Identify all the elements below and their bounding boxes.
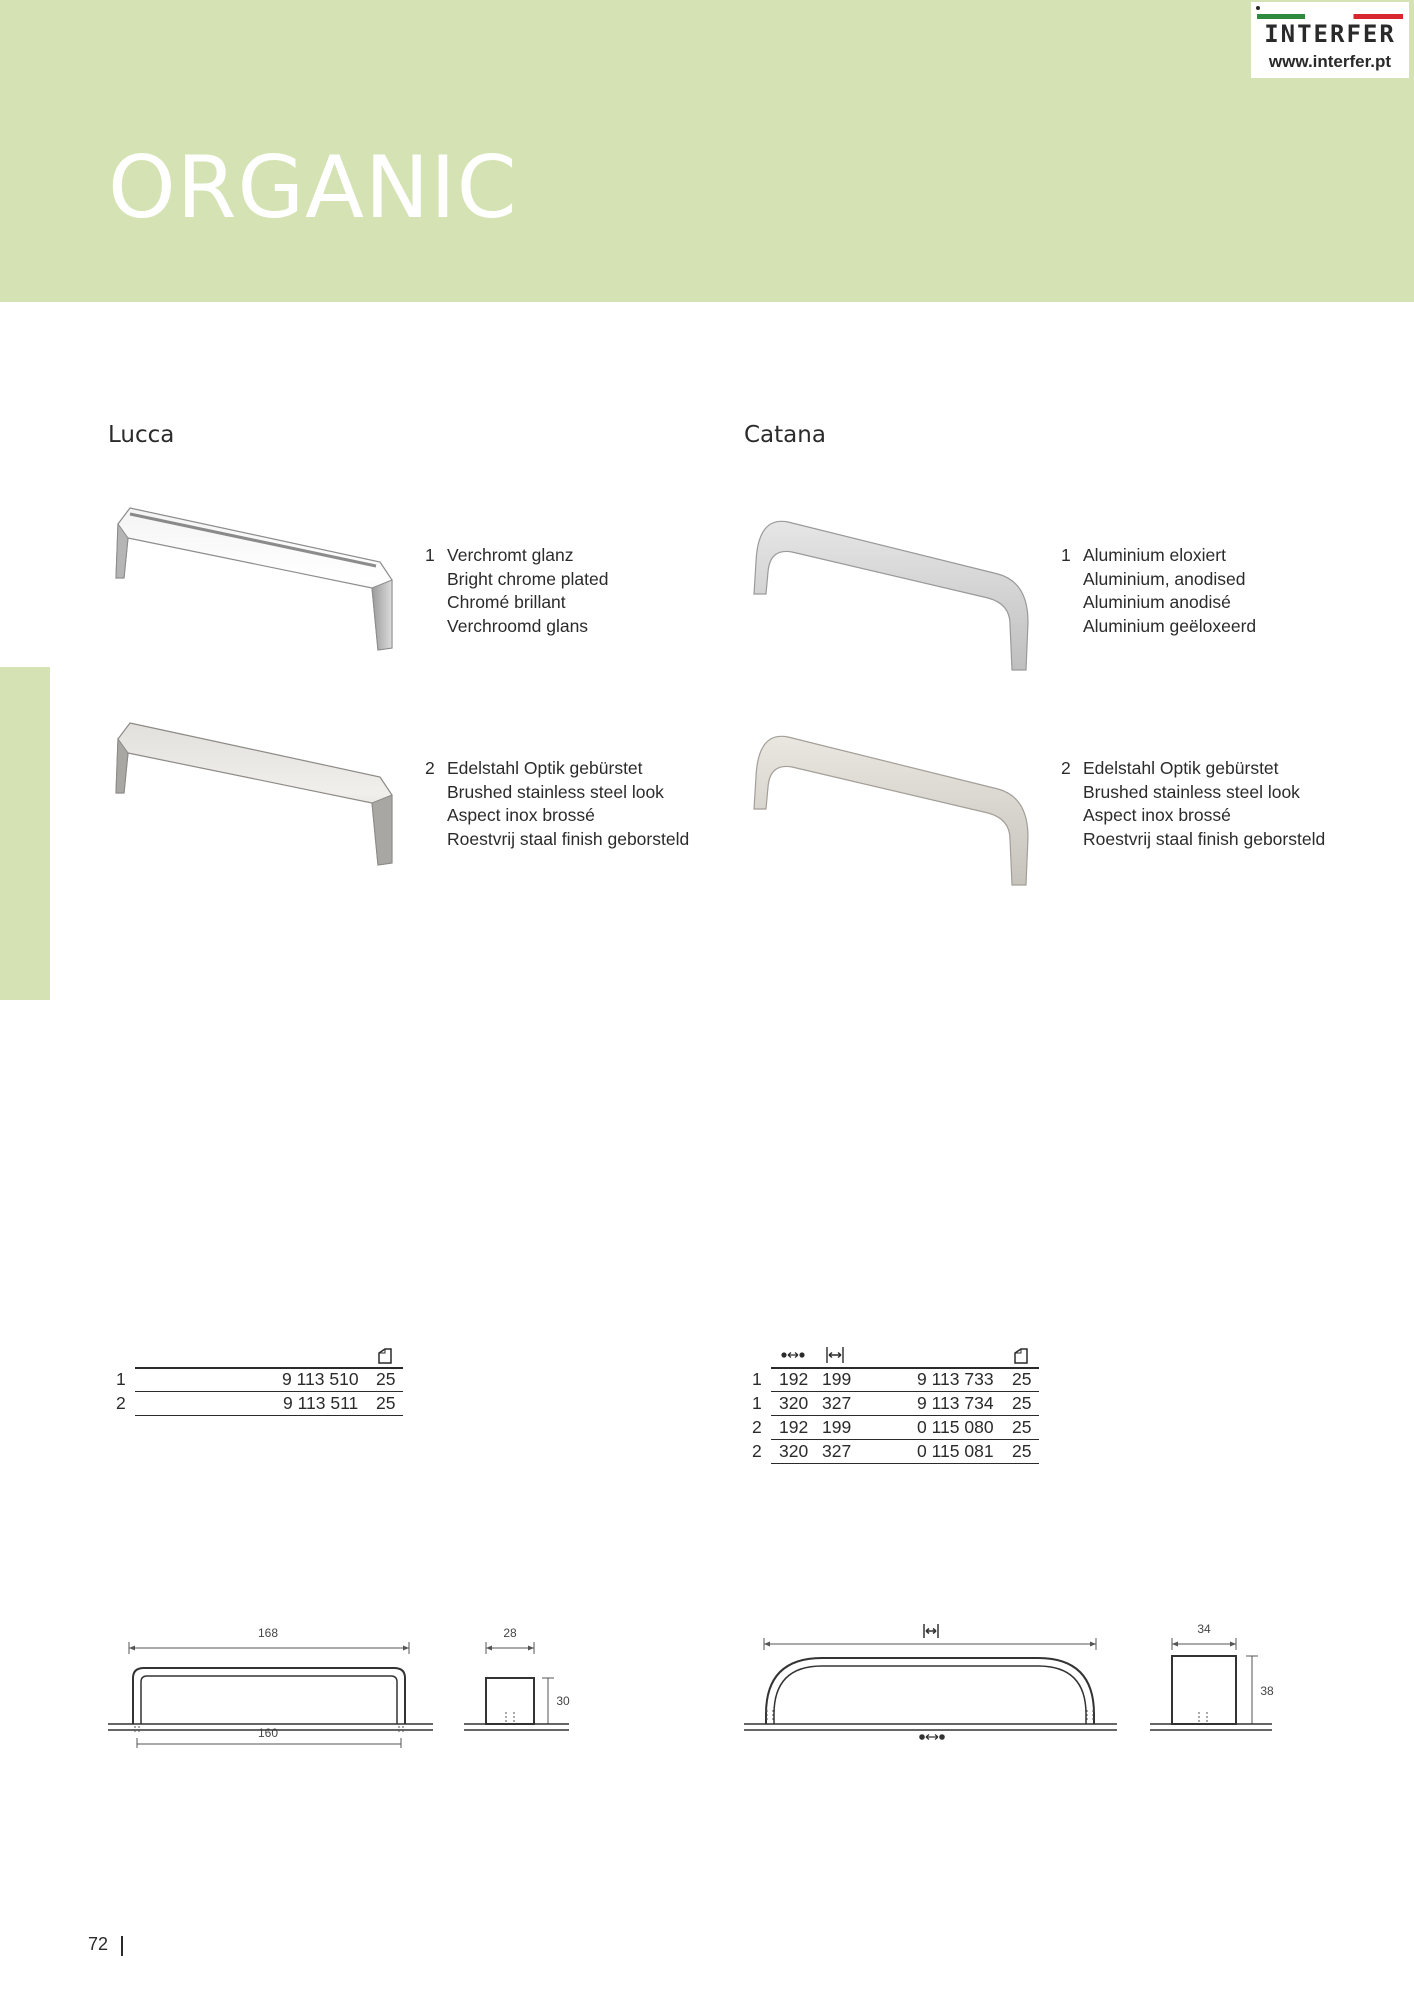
cell-finish: 2 [752,1417,762,1437]
finish-line: Verchromt glanz [447,545,574,565]
cell-spacing: 192 [779,1369,809,1389]
lucca-order-table [110,1343,410,1423]
logo-dot [1256,6,1260,10]
finish-line: Edelstahl Optik gebürstet [447,758,643,778]
table-row [746,1440,1046,1464]
product-name-lucca: Lucca [108,422,175,448]
dim-width: 28 [503,1626,517,1640]
lucca-chrome-handle-image [110,500,400,660]
catana-side-drawing [1150,1618,1280,1750]
cell-qty: 25 [1012,1417,1032,1437]
cell-length: 199 [822,1417,852,1437]
page-title: ORGANIC [108,138,518,238]
table-row [746,1392,1046,1416]
finish-line: Aluminium eloxiert [1083,545,1226,565]
cell-code: 0 115 081 [917,1441,994,1461]
finish-line: Aluminium geëloxeerd [1083,615,1257,636]
cell-finish: 2 [752,1441,762,1461]
catana-front-outline [744,1618,1119,1750]
lucca-front-drawing [108,1620,433,1750]
hole-spacing-icon [919,1734,945,1740]
cell-spacing: 320 [779,1393,809,1413]
page-number-divider [121,1936,123,1956]
table-row [746,1368,1046,1392]
lucca-finish-2 [425,757,725,857]
finish-number: 2 [425,758,435,778]
section-side-tab [0,667,50,1000]
package-icon [377,1347,393,1364]
table-bottom-rule [771,1463,1039,1464]
cell-finish: 2 [116,1393,126,1413]
dim-hole-spacing: 160 [257,1726,279,1740]
overall-length-icon [825,1346,845,1364]
finish-line: Brushed stainless steel look [447,781,664,802]
cell-qty: 25 [376,1369,396,1389]
lucca-brushed-handle-image [110,715,400,875]
catana-finish-1 [1061,544,1361,644]
cell-finish: 1 [116,1369,126,1389]
cell-length: 327 [822,1441,852,1461]
page-number: 72 [88,1934,109,1954]
finish-line: Aspect inox brossé [1083,805,1231,825]
finish-line: Brushed stainless steel look [1083,781,1300,802]
cell-spacing: 192 [779,1417,809,1437]
lucca-finish-1 [425,544,725,644]
finish-number: 1 [425,545,435,565]
cell-code: 9 113 734 [917,1393,994,1413]
hole-spacing-icon [780,1348,806,1362]
table-row [110,1368,410,1392]
finish-line: Roestvrij staal finish geborsteld [1083,828,1326,849]
cell-qty: 25 [1012,1369,1032,1389]
product-name-catana: Catana [744,422,826,448]
overall-length-icon [924,1624,938,1638]
cell-code: 9 113 733 [917,1369,994,1389]
logo-flag-stripe [1257,14,1403,19]
table-row [746,1416,1046,1440]
cell-length: 199 [822,1369,852,1389]
cell-spacing: 320 [779,1441,809,1461]
cell-length: 327 [822,1393,852,1413]
dim-height: 38 [1260,1684,1274,1698]
catana-finish-2 [1061,757,1381,857]
cell-qty: 25 [1012,1441,1032,1461]
finish-line: Aspect inox brossé [447,805,595,825]
finish-line: Aluminium, anodised [1083,568,1246,589]
lucca-side-drawing [464,1620,574,1750]
finish-line: Roestvrij staal finish geborsteld [447,828,690,849]
catana-front-drawing [744,1618,1119,1750]
table-row [110,1392,410,1416]
catana-order-table [746,1343,1046,1473]
cell-code: 9 113 511 [283,1393,359,1413]
cell-code: 0 115 080 [917,1417,994,1437]
finish-line: Chromé brillant [447,592,566,612]
cell-qty: 25 [376,1393,396,1413]
dim-width: 34 [1197,1622,1211,1636]
finish-line: Aluminium anodisé [1083,592,1231,612]
table-bottom-rule [135,1415,403,1416]
catana-aluminium-handle-image [748,512,1038,677]
finish-number: 1 [1061,545,1071,565]
finish-line: Bright chrome plated [447,568,609,589]
dim-height: 30 [556,1694,570,1708]
package-icon [1013,1347,1029,1364]
cell-finish: 1 [752,1369,762,1389]
brand-logo[interactable] [1251,2,1409,78]
cell-code: 9 113 510 [282,1369,359,1389]
brand-name: INTERFER [1264,20,1396,48]
cell-qty: 25 [1012,1393,1032,1413]
catana-brushed-handle-image [748,727,1038,892]
finish-line: Verchroomd glans [447,615,589,636]
cell-finish: 1 [752,1393,762,1413]
finish-line: Edelstahl Optik gebürstet [1083,758,1279,778]
brand-url[interactable]: www.interfer.pt [1268,52,1392,71]
finish-number: 2 [1061,758,1071,778]
dim-overall-length: 168 [257,1626,279,1640]
